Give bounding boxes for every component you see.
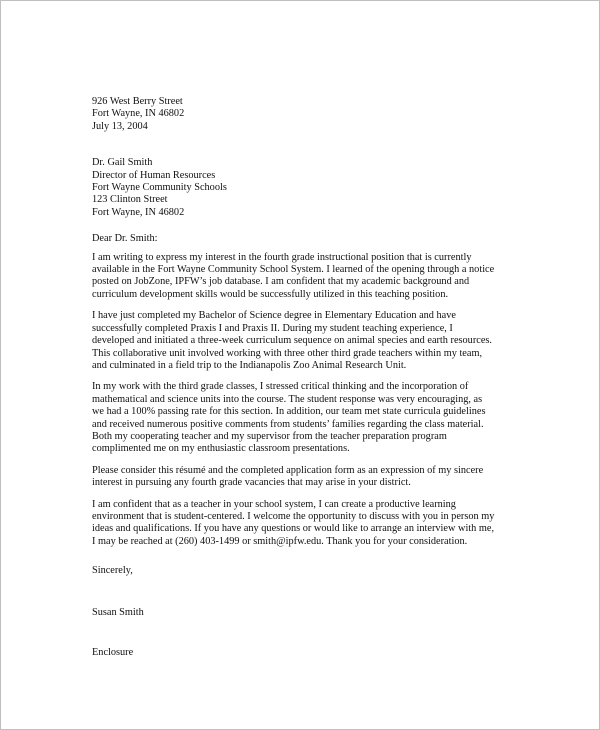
paragraph-line: I may be reached at (260) 403-1499 or smith@ipfw.edu. Thank you for your consideration. [92, 535, 468, 547]
paragraph-line: Both my cooperating teacher and my supervisor from the teacher preparation program [92, 430, 447, 442]
paragraph-line: curriculum development skills would be successfully utilized in this teaching position. [92, 288, 449, 300]
paragraph-confident [92, 499, 512, 549]
paragraph-line: available in the Fort Wayne Community School System. I learned of the opening through a notice [92, 264, 495, 276]
paragraph-experience [92, 381, 512, 455]
paragraph-consider [92, 465, 512, 490]
closing: Sincerely, [92, 565, 133, 577]
recipient-organization: Fort Wayne Community Schools [92, 182, 227, 194]
paragraph-line: In my work with the third grade classes, I stressed critical thinking and the incorporation of [92, 381, 469, 393]
sender-address [92, 96, 512, 133]
recipient-address [92, 157, 512, 219]
paragraph-line: I am confident that as a teacher in your school system, I can create a productive learning [92, 498, 456, 510]
paragraph-line: environment that is student-centered. I welcome the opportunity to discuss with you in person my [92, 510, 495, 522]
recipient-street: 123 Clinton Street [92, 194, 168, 206]
letter-body [92, 96, 512, 659]
paragraph-line: and received numerous positive comments from students’ families regarding the class material. [92, 418, 484, 430]
paragraph-interest [92, 252, 512, 302]
paragraph-line: mathematical and science units into the course. The student response was very encouraging, as [92, 393, 483, 405]
paragraph-line: ideas and qualifications. If you have any questions or would like to arrange an interview with me, [92, 523, 495, 535]
salutation: Dear Dr. Smith: [92, 233, 158, 245]
enclosure-note: Enclosure [92, 647, 134, 658]
sender-city: Fort Wayne, IN 46802 [92, 108, 185, 120]
paragraph-line: and culminated in a field trip to the Indianapolis Zoo Animal Research Unit. [92, 359, 407, 371]
paragraph-line: complimented me on my enthusiastic classroom presentations. [92, 443, 350, 455]
recipient-name: Dr. Gail Smith [92, 157, 153, 169]
paragraph-line: I am writing to express my interest in the fourth grade instructional position that is currently [92, 251, 472, 263]
recipient-title: Director of Human Resources [92, 169, 216, 181]
paragraph-line: developed and initiated a three-week curriculum sequence on animal species and earth resources. [92, 335, 492, 347]
letter-date: July 13, 2004 [92, 120, 148, 132]
paragraph-line: we had a 100% passing rate for this section. In addition, our team met state curricula guidelines [92, 406, 486, 418]
paragraph-line: successfully completed Praxis I and Praxis II. During my student teaching experience, I [92, 322, 453, 334]
paragraph-line: I have just completed my Bachelor of Science degree in Elementary Education and have [92, 310, 456, 322]
recipient-city: Fort Wayne, IN 46802 [92, 206, 185, 218]
paragraph-line: interest in pursuing any fourth grade vacancies that may arise in your district. [92, 477, 411, 489]
paragraph-line: posted on JobZone, IPFW’s job database. I am confident that my academic background and [92, 276, 470, 288]
paragraph-line: Please consider this résumé and the completed application form as an expression of my sincere [92, 464, 484, 476]
paragraph-line: This collaborative unit involved working with three other third grade teachers within my team, [92, 347, 483, 359]
signature-name: Susan Smith [92, 606, 144, 618]
paragraph-education [92, 310, 512, 372]
sender-street: 926 West Berry Street [92, 96, 183, 107]
